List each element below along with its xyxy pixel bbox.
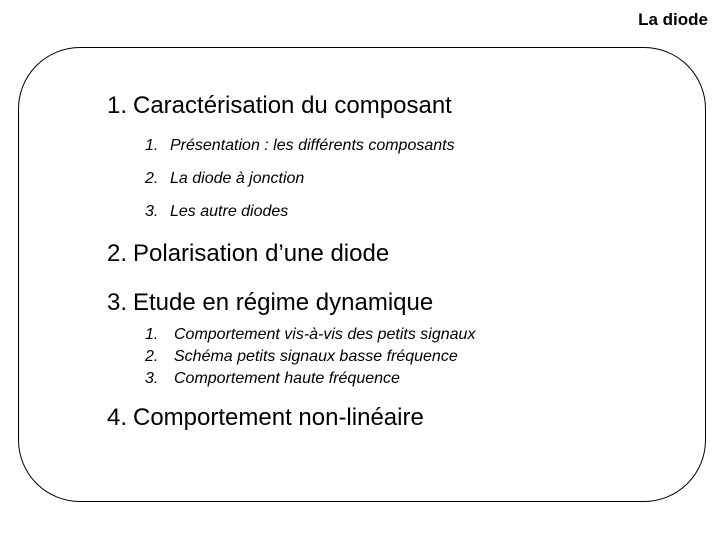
subsection-3-1 [145,326,475,344]
subsection-number: 3. [145,203,159,220]
section-number: 2. [107,240,128,267]
subsection-1-3 [145,203,288,221]
subsection-text: Schéma petits signaux basse fréquence [174,348,458,365]
subsection-number: 2. [145,348,159,365]
subsection-1-1 [145,137,455,155]
section-number: 4. [107,404,128,431]
subsection-text: Comportement haute fréquence [174,370,400,387]
section-1-heading [107,92,452,120]
subsection-text: Présentation : les différents composants [170,137,455,154]
section-2-heading [107,240,389,268]
subsection-3-2 [145,348,458,366]
section-number: 1. [107,92,128,119]
subsection-number: 3. [145,370,159,387]
page-title: La diode [638,10,708,29]
section-title: Comportement non-linéaire [133,404,424,431]
subsection-text: La diode à jonction [170,170,305,187]
subsection-number: 1. [145,326,159,343]
section-4-heading [107,404,424,432]
subsection-number: 2. [145,170,159,187]
subsection-text: Les autre diodes [170,203,289,220]
section-title: Etude en régime dynamique [133,289,434,316]
section-3-heading [107,289,433,317]
subsection-1-2 [145,170,304,188]
subsection-text: Comportement vis-à-vis des petits signaux [174,326,476,343]
section-title: Polarisation d’une diode [133,240,390,267]
subsection-number: 1. [145,137,159,154]
subsection-3-3 [145,370,400,388]
section-title: Caractérisation du composant [133,92,452,119]
section-number: 3. [107,289,128,316]
